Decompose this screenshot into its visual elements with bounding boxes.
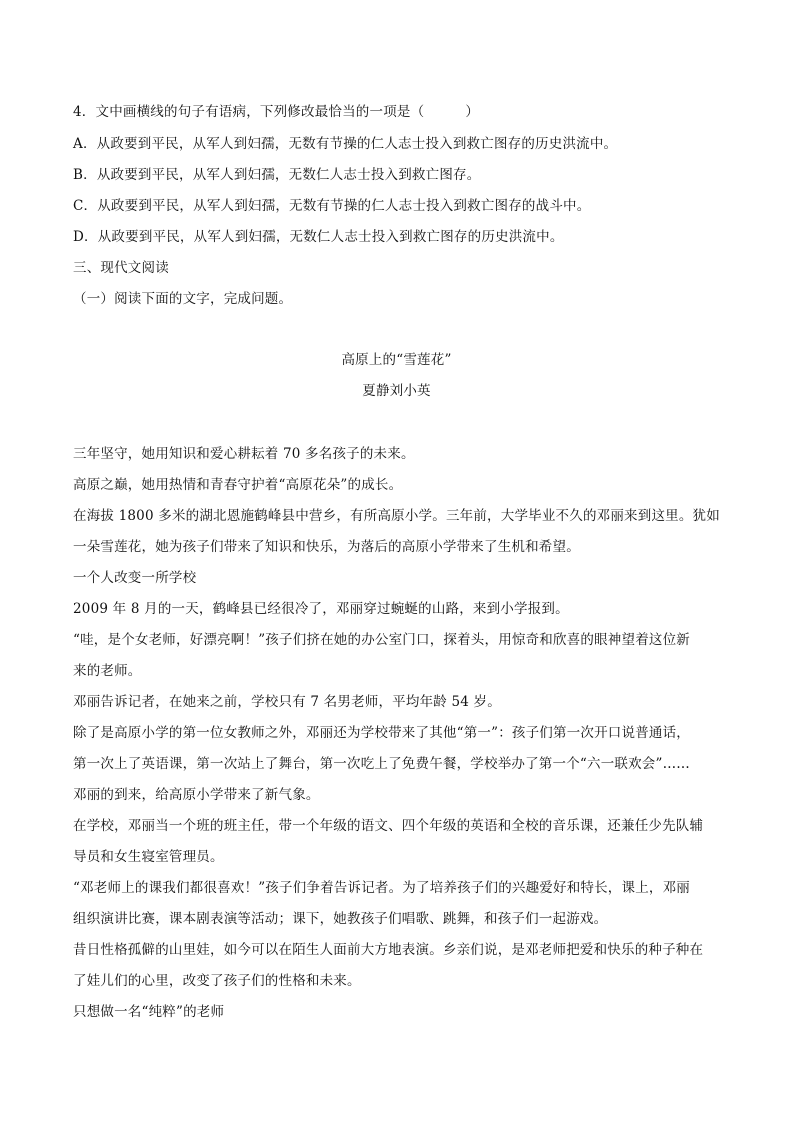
article-line: 导员和女生寝室管理员。 [73,849,224,865]
article-line: 除了是高原小学的第一位女教师之外，邓丽还为学校带来了其他“第一”：孩子们第一次开口说普通话， [73,725,691,741]
article-line: “哇，是个女老师，好漂亮啊！”孩子们挤在她的办公室门口，探着头，用惊奇和欣喜的眼神望着这位新 [73,632,691,648]
article-line: 2009 年 8 月的一天，鹤峰县已经很冷了，邓丽穿过蜿蜒的山路，来到小学报到。 [73,601,569,617]
article-authors: 夏静刘小英 [362,383,431,399]
question-4-option-c: C．从政要到平民，从军人到妇孺，无数有节操的仁人志士投入到救亡图存的战斗中。 [73,198,591,214]
article-line: 昔日性格孤僻的山里娃，如今可以在陌生人面前大方地表演。乡亲们说，是邓老师把爱和快乐的种子种在 [73,942,704,958]
article-line: 组织演讲比赛，课本剧表演等活动；课下，她教孩子们唱歌、跳舞，和孩子们一起游戏。 [73,911,608,927]
question-4-option-d: D．从政要到平民，从军人到妇孺，无数仁人志士投入到救亡图存的历史洪流中。 [73,229,564,245]
section-heading: 三、现代文阅读 [73,260,169,276]
article-line: 在海拔 1800 多米的湖北恩施鹤峰县中营乡，有所高原小学。三年前，大学毕业不久的邓丽来到这里。犹如 [73,508,720,524]
article-line: 第一次上了英语课，第一次站上了舞台，第一次吃上了免费午餐，学校举办了第一个“六一联欢会”…… [73,756,691,772]
article-line: 邓丽的到来，给高原小学带来了新气象。 [73,787,320,803]
article-line: 在学校，邓丽当一个班的班主任，带一个年级的语文、四个年级的英语和全校的音乐课，还兼任少先队辅 [73,818,704,834]
article-line: 邓丽告诉记者，在她来之前，学校只有 7 名男老师，平均年龄 54 岁。 [73,694,501,710]
article-subheading: 只想做一名“纯粹”的老师 [73,1004,225,1020]
article-line: “邓老师上的课我们都很喜欢！”孩子们争着告诉记者。为了培养孩子们的兴趣爱好和特长，课上，邓丽 [73,880,691,896]
article-line: 三年坚守，她用知识和爱心耕耘着 70 多名孩子的未来。 [73,446,415,462]
article-line: 了娃儿们的心里，改变了孩子们的性格和未来。 [73,973,361,989]
article-title: 高原上的“雪莲花” [341,352,452,368]
article-subheading: 一个人改变一所学校 [73,570,197,586]
section-instruction: （一）阅读下面的文字，完成问题。 [73,291,293,307]
question-4-option-b: B．从政要到平民，从军人到妇孺，无数仁人志士投入到救亡图存。 [73,167,481,183]
question-4-option-a: A．从政要到平民，从军人到妇孺，无数有节操的仁人志士投入到救亡图存的历史洪流中。 [73,136,618,152]
article-line: 来的老师。 [73,663,142,679]
article-line: 高原之巅，她用热情和青春守护着“高原花朵”的成长。 [73,477,403,493]
question-4-stem: 4．文中画横线的句子有语病，下列修改最恰当的一项是（ ） [73,104,480,120]
article-line: 一朵雪莲花，她为孩子们带来了知识和快乐，为落后的高原小学带来了生机和希望。 [73,539,580,555]
